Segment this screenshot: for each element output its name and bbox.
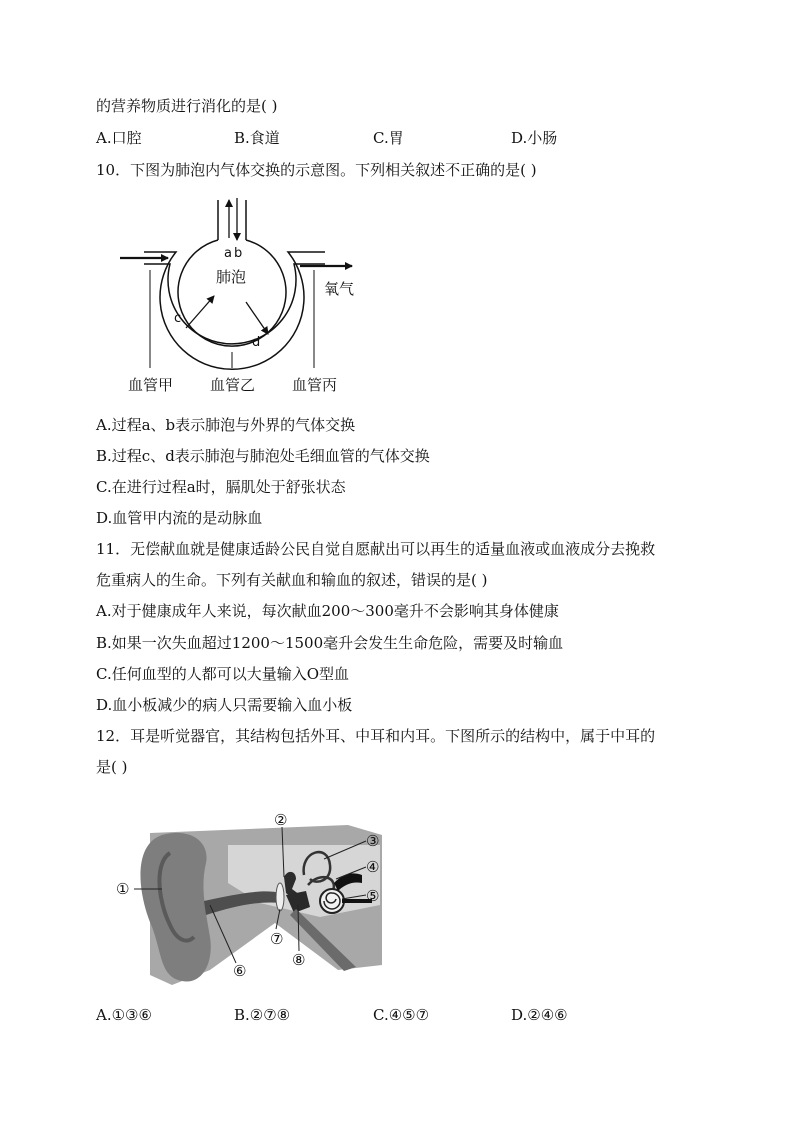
q12-stem-line-1: 12．耳是听觉器官，其结构包括外耳、中耳和内耳。下图所示的结构中，属于中耳的 bbox=[96, 727, 656, 745]
q9-stem-tail: 的营养物质进行消化的是( ) bbox=[96, 97, 278, 115]
q9-option-a: A.口腔 bbox=[96, 129, 142, 147]
ear-label-7: ⑦ bbox=[270, 930, 284, 948]
q9-options bbox=[96, 128, 716, 148]
arrow-d bbox=[246, 302, 268, 334]
q10-option-d: D.血管甲内流的是动脉血 bbox=[96, 509, 263, 527]
q12-option-b: B.②⑦⑧ bbox=[234, 1006, 291, 1024]
q9-option-d: D.小肠 bbox=[511, 129, 558, 147]
ear-label-5: ⑤ bbox=[366, 887, 380, 905]
q11-option-a: A.对于健康成年人来说，每次献血200～300毫升不会影响其身体健康 bbox=[96, 602, 559, 620]
ear-label-1: ① bbox=[116, 880, 130, 898]
q12-option-d: D.②④⑥ bbox=[511, 1006, 568, 1024]
q11-stem-line-2: 危重病人的生命。下列有关献血和输血的叙述，错误的是( ) bbox=[96, 571, 488, 589]
q10-option-c: C.在进行过程a时，膈肌处于舒张状态 bbox=[96, 478, 346, 496]
label-c: c bbox=[174, 311, 182, 326]
q12-stem-line-2: 是( ) bbox=[96, 758, 128, 776]
q12-options bbox=[96, 1005, 716, 1025]
q11-option-c: C.任何血型的人都可以大量输入O型血 bbox=[96, 665, 350, 683]
ear-label-8: ⑧ bbox=[292, 951, 306, 969]
q11-option-b: B.如果一次失血超过1200～1500毫升会发生生命危险，需要及时输血 bbox=[96, 634, 564, 652]
oxygen-label: 氧气 bbox=[324, 280, 355, 298]
vessel-label-1: 血管甲 bbox=[128, 376, 174, 394]
ear-label-3: ③ bbox=[366, 832, 380, 850]
alveolus-label: 肺泡 bbox=[216, 268, 247, 286]
q9-option-b: B.食道 bbox=[234, 129, 280, 147]
q9-option-c: C.胃 bbox=[373, 129, 404, 147]
ear-label-2: ② bbox=[274, 811, 288, 829]
label-a: a bbox=[224, 246, 232, 261]
alveolus-diagram bbox=[110, 190, 370, 400]
ear-diagram bbox=[110, 805, 390, 990]
alveolus-wall bbox=[178, 240, 286, 346]
q11-option-d: D.血小板减少的病人只需要输入血小板 bbox=[96, 696, 353, 714]
label-d: d bbox=[252, 335, 261, 350]
arrow-c bbox=[186, 296, 214, 328]
q10-stem: 10．下图为肺泡内气体交换的示意图。下列相关叙述不正确的是( ) bbox=[96, 161, 537, 179]
q12-option-c: C.④⑤⑦ bbox=[373, 1006, 430, 1024]
ear-label-6: ⑥ bbox=[233, 962, 247, 980]
vessel-label-2: 血管乙 bbox=[210, 376, 256, 394]
ear-label-4: ④ bbox=[366, 858, 380, 876]
q10-option-a: A.过程a、b表示肺泡与外界的气体交换 bbox=[96, 416, 356, 434]
eardrum bbox=[276, 883, 284, 911]
q10-option-b: B.过程c、d表示肺泡与肺泡处毛细血管的气体交换 bbox=[96, 447, 430, 465]
q11-stem-line-1: 11．无偿献血就是健康适龄公民自觉自愿献出可以再生的适量血液或血液成分去挽救 bbox=[96, 540, 656, 558]
q12-option-a: A.①③⑥ bbox=[96, 1006, 152, 1024]
vessel-label-3: 血管丙 bbox=[292, 376, 338, 394]
label-b: b bbox=[234, 246, 243, 261]
